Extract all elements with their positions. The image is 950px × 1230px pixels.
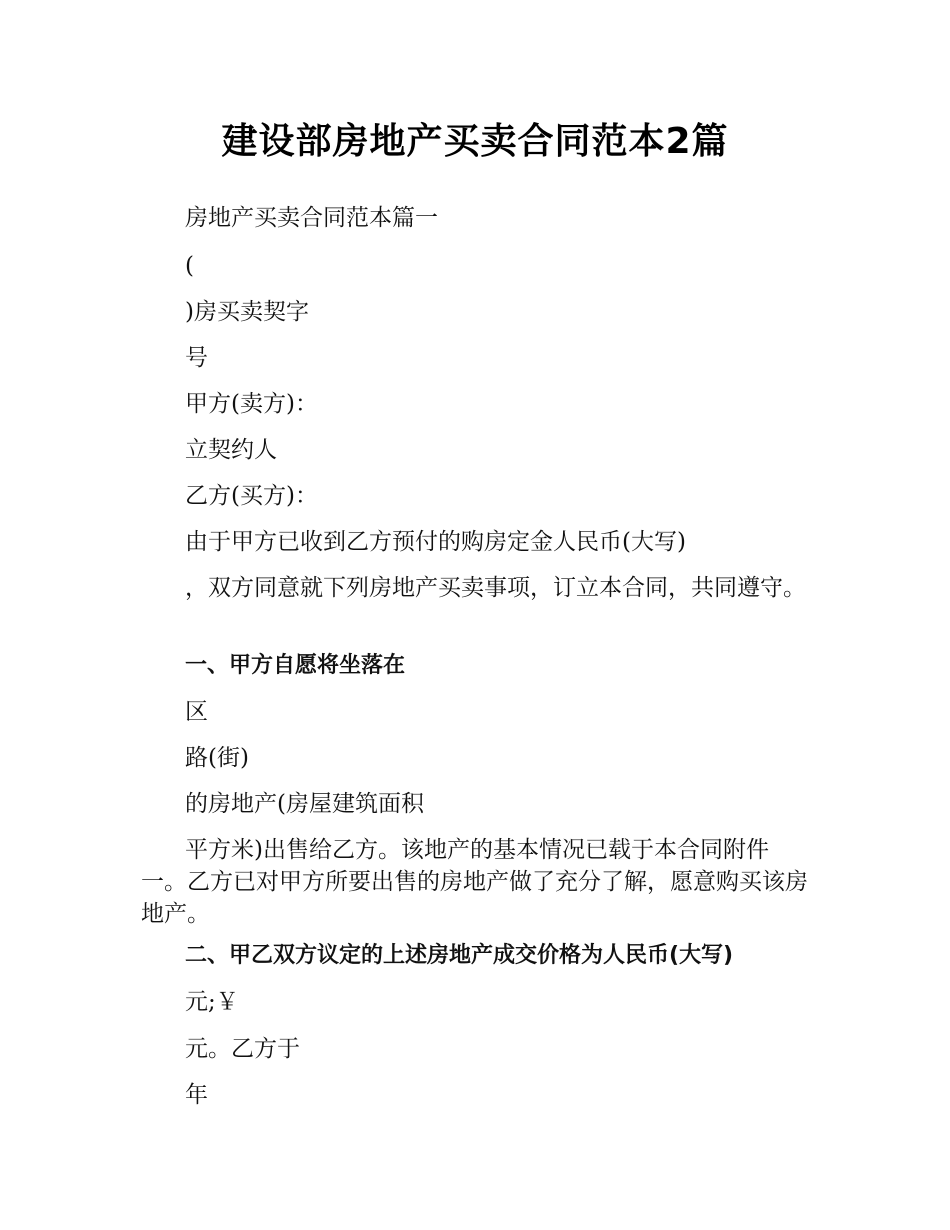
paragraph-number-label: 号 [185, 345, 208, 371]
paragraph-amount-yuan: 元;￥ [185, 989, 239, 1015]
paragraph-clause-one: 一、甲方自愿将坐落在 [185, 653, 406, 678]
paragraph-sale-description: 平方米)出售给乙方。该地产的基本情况已载于本合同附件一。乙方已对甲方所要出售的房地产做了充分了解，愿意购买该房地产。 [141, 837, 808, 927]
paragraph-party-a: 甲方(卖方)： [185, 391, 318, 417]
paragraph-contract-number: )房买卖契字 [185, 299, 309, 325]
paragraph-open-paren: ( [185, 253, 194, 279]
document-title: 建设部房地产买卖合同范本2篇 [221, 121, 729, 162]
paragraph-street: 路(街) [185, 745, 249, 771]
paragraph-section-heading: 房地产买卖合同范本篇一 [185, 205, 438, 231]
paragraph-deposit: 由于甲方已收到乙方预付的购房定金人民币(大写) [185, 529, 686, 555]
paragraph-property-area: 的房地产(房屋建筑面积 [185, 791, 424, 817]
paragraph-year: 年 [185, 1082, 208, 1108]
paragraph-agreement: ，双方同意就下列房地产买卖事项，订立本合同，共同遵守。 [185, 575, 806, 601]
paragraph-party-b: 乙方(买方)： [185, 483, 318, 509]
paragraph-payment: 元。乙方于 [185, 1036, 300, 1062]
paragraph-district: 区 [185, 699, 208, 725]
paragraph-clause-two: 二、甲乙双方议定的上述房地产成交价格为人民币(大写) [185, 943, 734, 968]
paragraph-contractor: 立契约人 [185, 437, 277, 463]
